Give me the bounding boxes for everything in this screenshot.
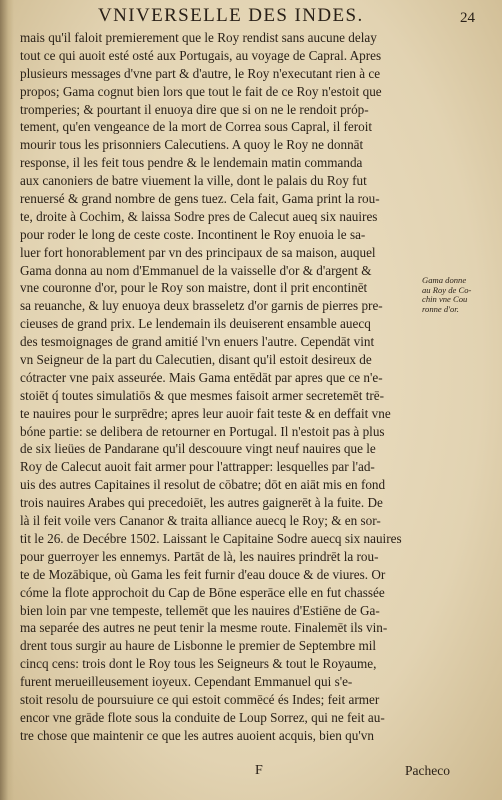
text-line: trois nauires Arabes qui precedoiēt, les autres gaignerēt à la fuite. De — [20, 495, 383, 511]
text-line: luer fort honorablement par vn des principaux de sa maison, auquel — [20, 244, 376, 260]
text-line: tre chose que maintenir ce que les autres auoient acquis, bien qu'vn — [20, 727, 374, 743]
running-title: VNIVERSELLE DES INDES. — [98, 5, 364, 26]
text-line: encor vne grāde flote sous la conduite de Loup Sorrez, qui ne feit au- — [20, 709, 385, 725]
text-line: pour roder le long de ceste coste. Incontinent le Roy enuoia le sa- — [20, 226, 366, 242]
signature-mark: F — [255, 763, 263, 778]
text-line: plusieurs messages d'vne part & d'autre, le Roy n'executant rien à ce — [20, 65, 381, 81]
text-line: tromperies; & pourtant il enuoya dire que si on ne le rendoit próp- — [20, 101, 369, 117]
margin-note-line: ronne d'or. — [422, 303, 459, 314]
margin-note-line: Gama donne — [422, 275, 467, 285]
text-line: te, droite à Cochim, & laissa Sodre pres de Calecut aueq six nauires — [20, 208, 378, 224]
text-line: cieuses de grand prix. Le lendemain ils deuiserent ensamble auecq — [20, 316, 371, 332]
text-line: tit le 26. de Decébre 1502. Laissant le Capitaine Sodre auecq six nauires — [20, 530, 402, 546]
book-spine-shadow — [0, 0, 14, 800]
text-line: furent merueilleusement ioyeux. Cependant Emmanuel qui s'e- — [20, 674, 353, 690]
text-line: response, il les feit tous pendre & le lendemain matin commanda — [20, 155, 363, 171]
text-line: mourir tous les prisonniers Calecutiens. A quoy le Roy ne donnāt — [20, 137, 364, 153]
text-line: renuersé & grand nombre de gens tuez. Cela fait, Gama print la rou- — [20, 191, 380, 207]
text-line: pour guerroyer les ennemys. Partāt de là, les nauires prindrēt la rou- — [20, 548, 379, 564]
text-line: vn Seigneur de la part du Calecutien, disant qu'il estoit desireux de — [20, 352, 372, 368]
text-line: des tesmoignages de grand amitié l'vn enuers l'autre. Cependāt vint — [20, 334, 375, 350]
text-line: là il feit voile vers Cananor & traita alliance auecq le Roy; & en sor- — [20, 513, 381, 529]
text-line: bien loin par vne tempeste, tellemēt que les nauires d'Estiēne de Ga- — [20, 602, 380, 618]
text-line: stoit resolu de poursuiure ce qui estoit commēcé és Indes; feit armer — [20, 691, 380, 707]
text-line: uis des autres Capitaines il resolut de cōbatre; dōt en aiāt mis en fond — [20, 477, 386, 493]
margin-note — [422, 276, 498, 314]
text-line: cincq cens: trois dont le Roy tous les Seigneurs & tout le Royaume, — [20, 656, 377, 672]
text-line: stoiēt q́ toutes simulatiōs & que mesmes faisoit armer secretemēt trē- — [20, 387, 385, 403]
body-text — [20, 29, 420, 745]
text-line: vne couronne d'or, pour le Roy son maistre, dont il prit encontinēt — [20, 280, 368, 296]
text-line: aux canoniers de batre viuement la ville, dont le palais du Roy fut — [20, 173, 367, 189]
margin-note-line: au Roy de Co- — [422, 284, 472, 295]
text-line: cóme la flote approchoit du Cap de Bōne esperāce elle en fut chassée — [20, 584, 385, 600]
text-line: tout ce qui auoit esté osté aux Portugais, au voyage de Capral. Apres — [20, 47, 382, 63]
text-line: bóne partie: se delibera de retourner en Portugal. Il n'estoit pas à plus — [20, 423, 385, 439]
margin-note-line: chin vne Cou — [422, 294, 468, 305]
text-line: cótracter vne paix asseurée. Mais Gama entēdāt par apres que ce n'e- — [20, 369, 383, 385]
text-line: Roy de Calecut auoit fait armer pour l'attrapper: lesquelles par l'ad- — [20, 459, 375, 475]
text-line: ma separée des autres ne peut tenir la mesme route. Finalemēt ils vin- — [20, 620, 388, 636]
text-line: de six lieües de Pandarane qu'il descouure vingt neuf nauires que le — [20, 441, 376, 457]
text-line: propos; Gama cognut bien lors que tout le fait de ce Roy n'estoit que — [20, 83, 382, 99]
text-line: Gama donna au nom d'Emmanuel de la vaisselle d'or & d'argent & — [20, 262, 372, 278]
page-number: 24 — [460, 10, 475, 26]
text-line: mais qu'il faloit premierement que le Roy rendist sans aucune delay — [20, 30, 377, 45]
catchword: Pacheco — [405, 763, 450, 778]
text-line: tement, qu'en vengeance de la mort de Correa sous Capral, il feroit — [20, 119, 373, 135]
text-line: drent tous surgir au haure de Lisbonne le premier de Septembre mil — [20, 638, 377, 654]
text-line: te nauires pour le surprēdre; apres leur auoir fait teste & en deffait vne — [20, 405, 391, 421]
text-line: te de Mozābique, où Gama les feit furnir d'eau douce & de viures. Or — [20, 566, 386, 582]
text-line: sa reuanche, & luy enuoya deux brasseletz d'or garnis de pierres pre- — [20, 298, 383, 314]
